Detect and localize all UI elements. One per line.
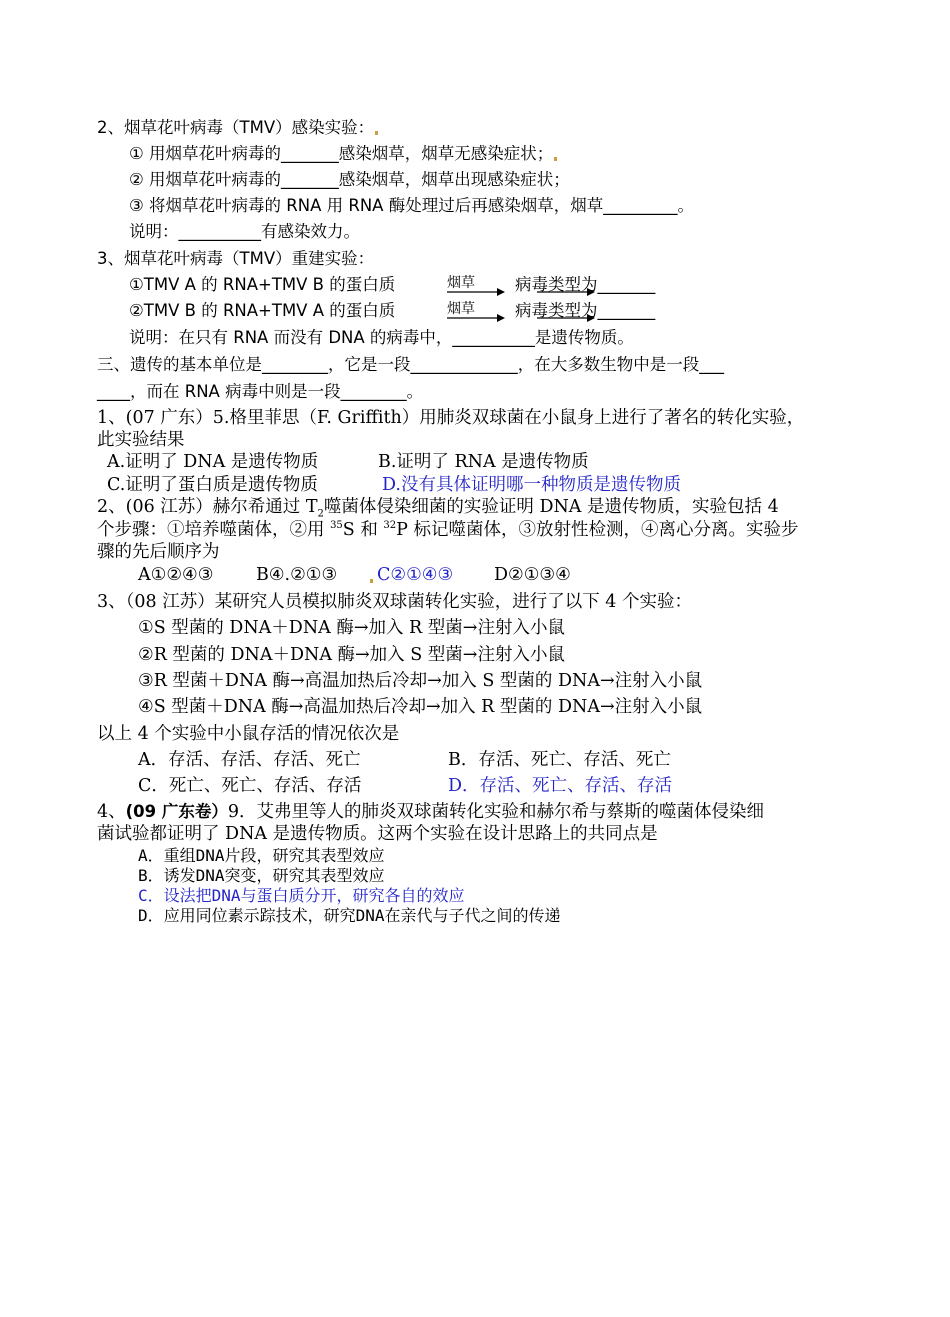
q4-option-b: B．诱发DNA突变，研究其表型效应 [138, 866, 385, 885]
section3-row1-left: ①TMV A 的 RNA+TMV B 的蛋白质 [129, 275, 396, 294]
q3-exp2: ②R 型菌的 DNA＋DNA 酶→加入 S 型菌→注射入小鼠 [138, 645, 565, 665]
marker-dot [375, 131, 378, 135]
section3-row2-right: 病毒类型为_______ [515, 301, 656, 320]
marker-dot [554, 157, 557, 161]
q2-option-c: C②①④③ [377, 565, 454, 585]
q4-line2: 菌试验都证明了 DNA 是遗传物质。这两个实验在设计思路上的共同点是 [97, 824, 658, 844]
section2-item3: ③ 将烟草花叶病毒的 RNA 用 RNA 酶处理过后再感染烟草，烟草_________。 [129, 196, 694, 215]
q4-option-a: A．重组DNA片段，研究其表型效应 [138, 846, 385, 865]
section3-row2-left: ②TMV B 的 RNA+TMV A 的蛋白质 [129, 301, 396, 320]
q1-line2: 此实验结果 [97, 430, 185, 450]
q4-line1: 4、(09 广东卷）9．艾弗里等人的肺炎双球菌转化实验和赫尔希与蔡斯的噬菌体侵染细 [97, 802, 765, 822]
q1-option-c: C.证明了蛋白质是遗传物质 [107, 475, 318, 495]
section2-note: 说明：__________有感染效力。 [129, 222, 360, 241]
q3-option-b: B．存活、死亡、存活、死亡 [448, 750, 671, 770]
q3-question: 以上 4 个实验中小鼠存活的情况依次是 [97, 724, 400, 744]
q1-option-a: A.证明了 DNA 是遗传物质 [107, 452, 319, 472]
q2-line3: 骤的先后顺序为 [97, 542, 220, 562]
q2-option-b: B④.②①③ [256, 565, 338, 585]
section3-row1-middle: 烟草 [447, 275, 475, 291]
q4-option-d: D．应用同位素示踪技术，研究DNA在亲代与子代之间的传递 [138, 906, 561, 925]
q3-exp1: ①S 型菌的 DNA＋DNA 酶→加入 R 型菌→注射入小鼠 [138, 618, 565, 638]
q1-line1: 1、(07 广东）5.格里菲思（F. Griffith）用肺炎双球菌在小鼠身上进行了著名的转化实验， [97, 408, 805, 428]
q4-option-c: C．设法把DNA与蛋白质分开，研究各自的效应 [138, 886, 465, 905]
q1-option-d: D.没有具体证明哪一种物质是遗传物质 [382, 475, 681, 495]
section3-row2-middle: 烟草 [447, 301, 475, 317]
section2-item2: ② 用烟草花叶病毒的_______感染烟草，烟草出现感染症状； [129, 170, 570, 189]
q3-exp4: ④S 型菌＋DNA 酶→高温加热后冷却→加入 R 型菌的 DNA→注射入小鼠 [138, 697, 703, 717]
part3-line1: 三、遗传的基本单位是________，它是一段_____________，在大多数生物中是一段___ [97, 355, 724, 374]
q2-line2: 个步骤：①培养噬菌体，②用 $^{35}$S 和 $^{32}$P 标记噬菌体，③放射性检测，④离心分离。实验步 [97, 520, 799, 540]
part3-line2: ____，而在 RNA 病毒中则是一段________。 [97, 382, 424, 401]
q2-option-a: A①②④③ [138, 565, 214, 585]
q2-line1: 2、(06 江苏）赫尔希通过 $T_2$噬菌体侵染细菌的实验证明 DNA 是遗传物质，实验包括 4 [97, 497, 779, 520]
q3-option-c: C．死亡、死亡、存活、存活 [138, 776, 362, 796]
q1-option-b: B.证明了 RNA 是遗传物质 [378, 452, 589, 472]
q2-option-d: D②①③④ [494, 565, 571, 585]
section2-item1: ① 用烟草花叶病毒的_______感染烟草，烟草无感染症状； [129, 142, 558, 166]
q3-option-d: D．存活、死亡、存活、存活 [448, 776, 673, 796]
q3-title: 3、（08 江苏）某研究人员模拟肺炎双球菌转化实验，进行了以下 4 个实验： [97, 592, 692, 612]
q3-exp3: ③R 型菌＋DNA 酶→高温加热后冷却→加入 S 型菌的 DNA→注射入小鼠 [138, 671, 703, 691]
q3-option-a: A．存活、存活、存活、死亡 [138, 750, 361, 770]
section3-note: 说明：在只有 RNA 而没有 DNA 的病毒中，__________是遗传物质。 [129, 328, 634, 347]
marker-dot [370, 579, 373, 583]
section3-title: 3、烟草花叶病毒（TMV）重建实验： [97, 249, 375, 268]
section3-row1-right: 病毒类型为_______ [515, 275, 656, 294]
section2-title: 2、烟草花叶病毒（TMV）感染实验： [97, 116, 379, 140]
